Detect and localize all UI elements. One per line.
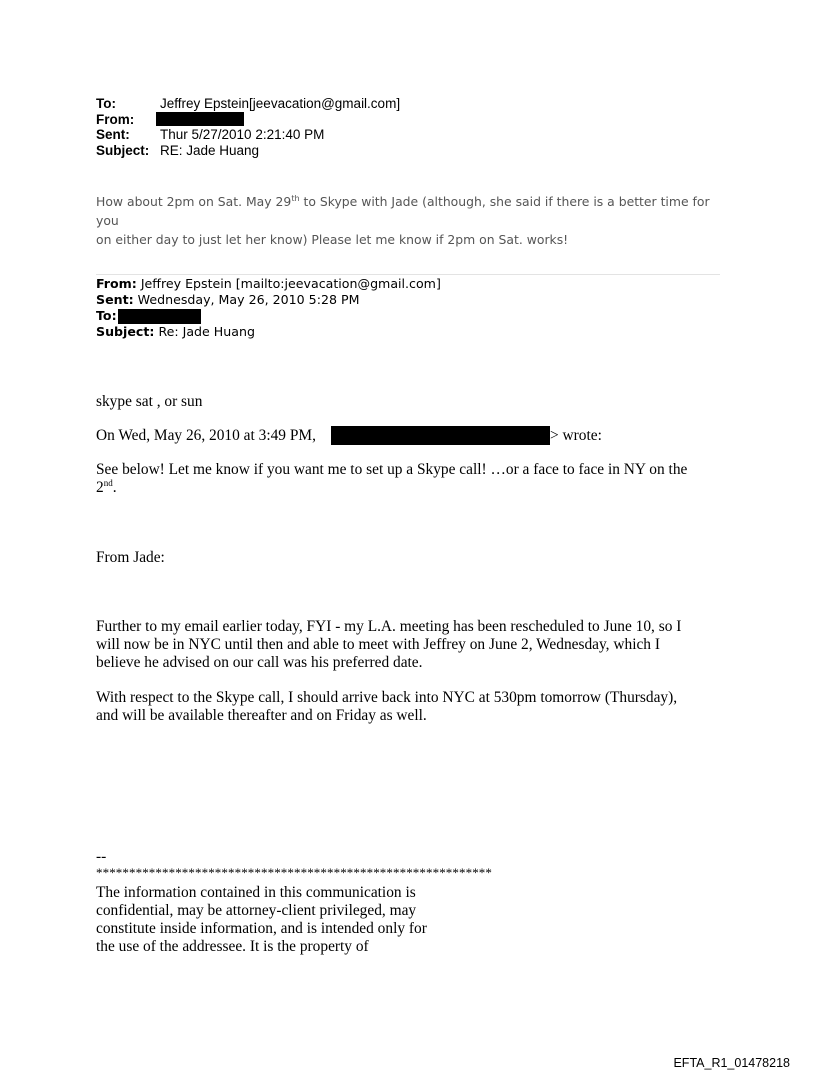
para1-line: Further to my email earlier today, FYI - my L.A. meeting has been rescheduled to June 10, so I [96, 618, 682, 635]
disclaimer-line: the use of the addressee. It is the property of [96, 938, 369, 955]
on-wed-suffix: > wrote: [550, 427, 602, 444]
quoted-to-line: To: [96, 308, 117, 323]
from-label: From: [96, 112, 135, 127]
sent-value: Thur 5/27/2010 2:21:40 PM [160, 127, 325, 142]
on-wed-prefix: On Wed, May 26, 2010 at 3:49 PM, [96, 427, 316, 444]
disclaimer [96, 884, 516, 956]
quoted-header [96, 276, 736, 340]
subject-label: Subject: [96, 143, 150, 158]
document-id: EFTA_R1_01478218 [673, 1056, 790, 1070]
redaction-block [156, 112, 244, 126]
jade-paragraph-2 [96, 689, 736, 725]
sent-label: Sent: [96, 127, 130, 142]
disclaimer-line: constitute inside information, and is intended only for [96, 920, 427, 937]
see-below-line-2: 2nd. [96, 477, 117, 496]
redaction-block [331, 426, 550, 445]
skype-line: skype sat , or sun [96, 393, 203, 410]
para1-line: will now be in NYC until then and able to meet with Jeffrey on June 2, Wednesday, which I [96, 636, 660, 653]
to-label: To: [96, 96, 116, 111]
quoted-subject-line: Subject: Re: Jade Huang [96, 324, 255, 339]
signature-dashes: -- [96, 848, 107, 865]
see-below-line-1: See below! Let me know if you want me to set up a Skype call! …or a face to face in NY on the [96, 461, 688, 478]
jade-paragraph-1 [96, 618, 736, 672]
see-below-paragraph [96, 461, 736, 497]
reply-body [96, 189, 736, 249]
quoted-from-line: From: Jeffrey Epstein [mailto:jeevacation@gmail.com] [96, 276, 441, 291]
reply-line-1: How about 2pm on Sat. May 29th to Skype with Jade (although, she said if there is a better time for you [96, 194, 710, 229]
disclaimer-line: The information contained in this communication is [96, 884, 416, 901]
reply-line-2: on either day to just let her know) Please let me know if 2pm on Sat. works! [96, 232, 569, 248]
signature-stars: ************************************************************ [96, 865, 492, 880]
to-value: Jeffrey Epstein[jeevacation@gmail.com] [160, 96, 401, 111]
disclaimer-line: confidential, may be attorney-client privileged, may [96, 902, 417, 919]
para2-line: and will be available thereafter and on Friday as well. [96, 707, 427, 724]
para1-line: believe he advised on our call was his preferred date. [96, 654, 423, 671]
subject-value: RE: Jade Huang [160, 143, 260, 158]
from-jade-label: From Jade: [96, 549, 165, 566]
quoted-sent-line: Sent: Wednesday, May 26, 2010 5:28 PM [96, 292, 360, 307]
para2-line: With respect to the Skype call, I should arrive back into NYC at 530pm tomorrow (Thursday), [96, 689, 678, 706]
redaction-block [118, 309, 201, 324]
divider-rule [96, 274, 720, 275]
